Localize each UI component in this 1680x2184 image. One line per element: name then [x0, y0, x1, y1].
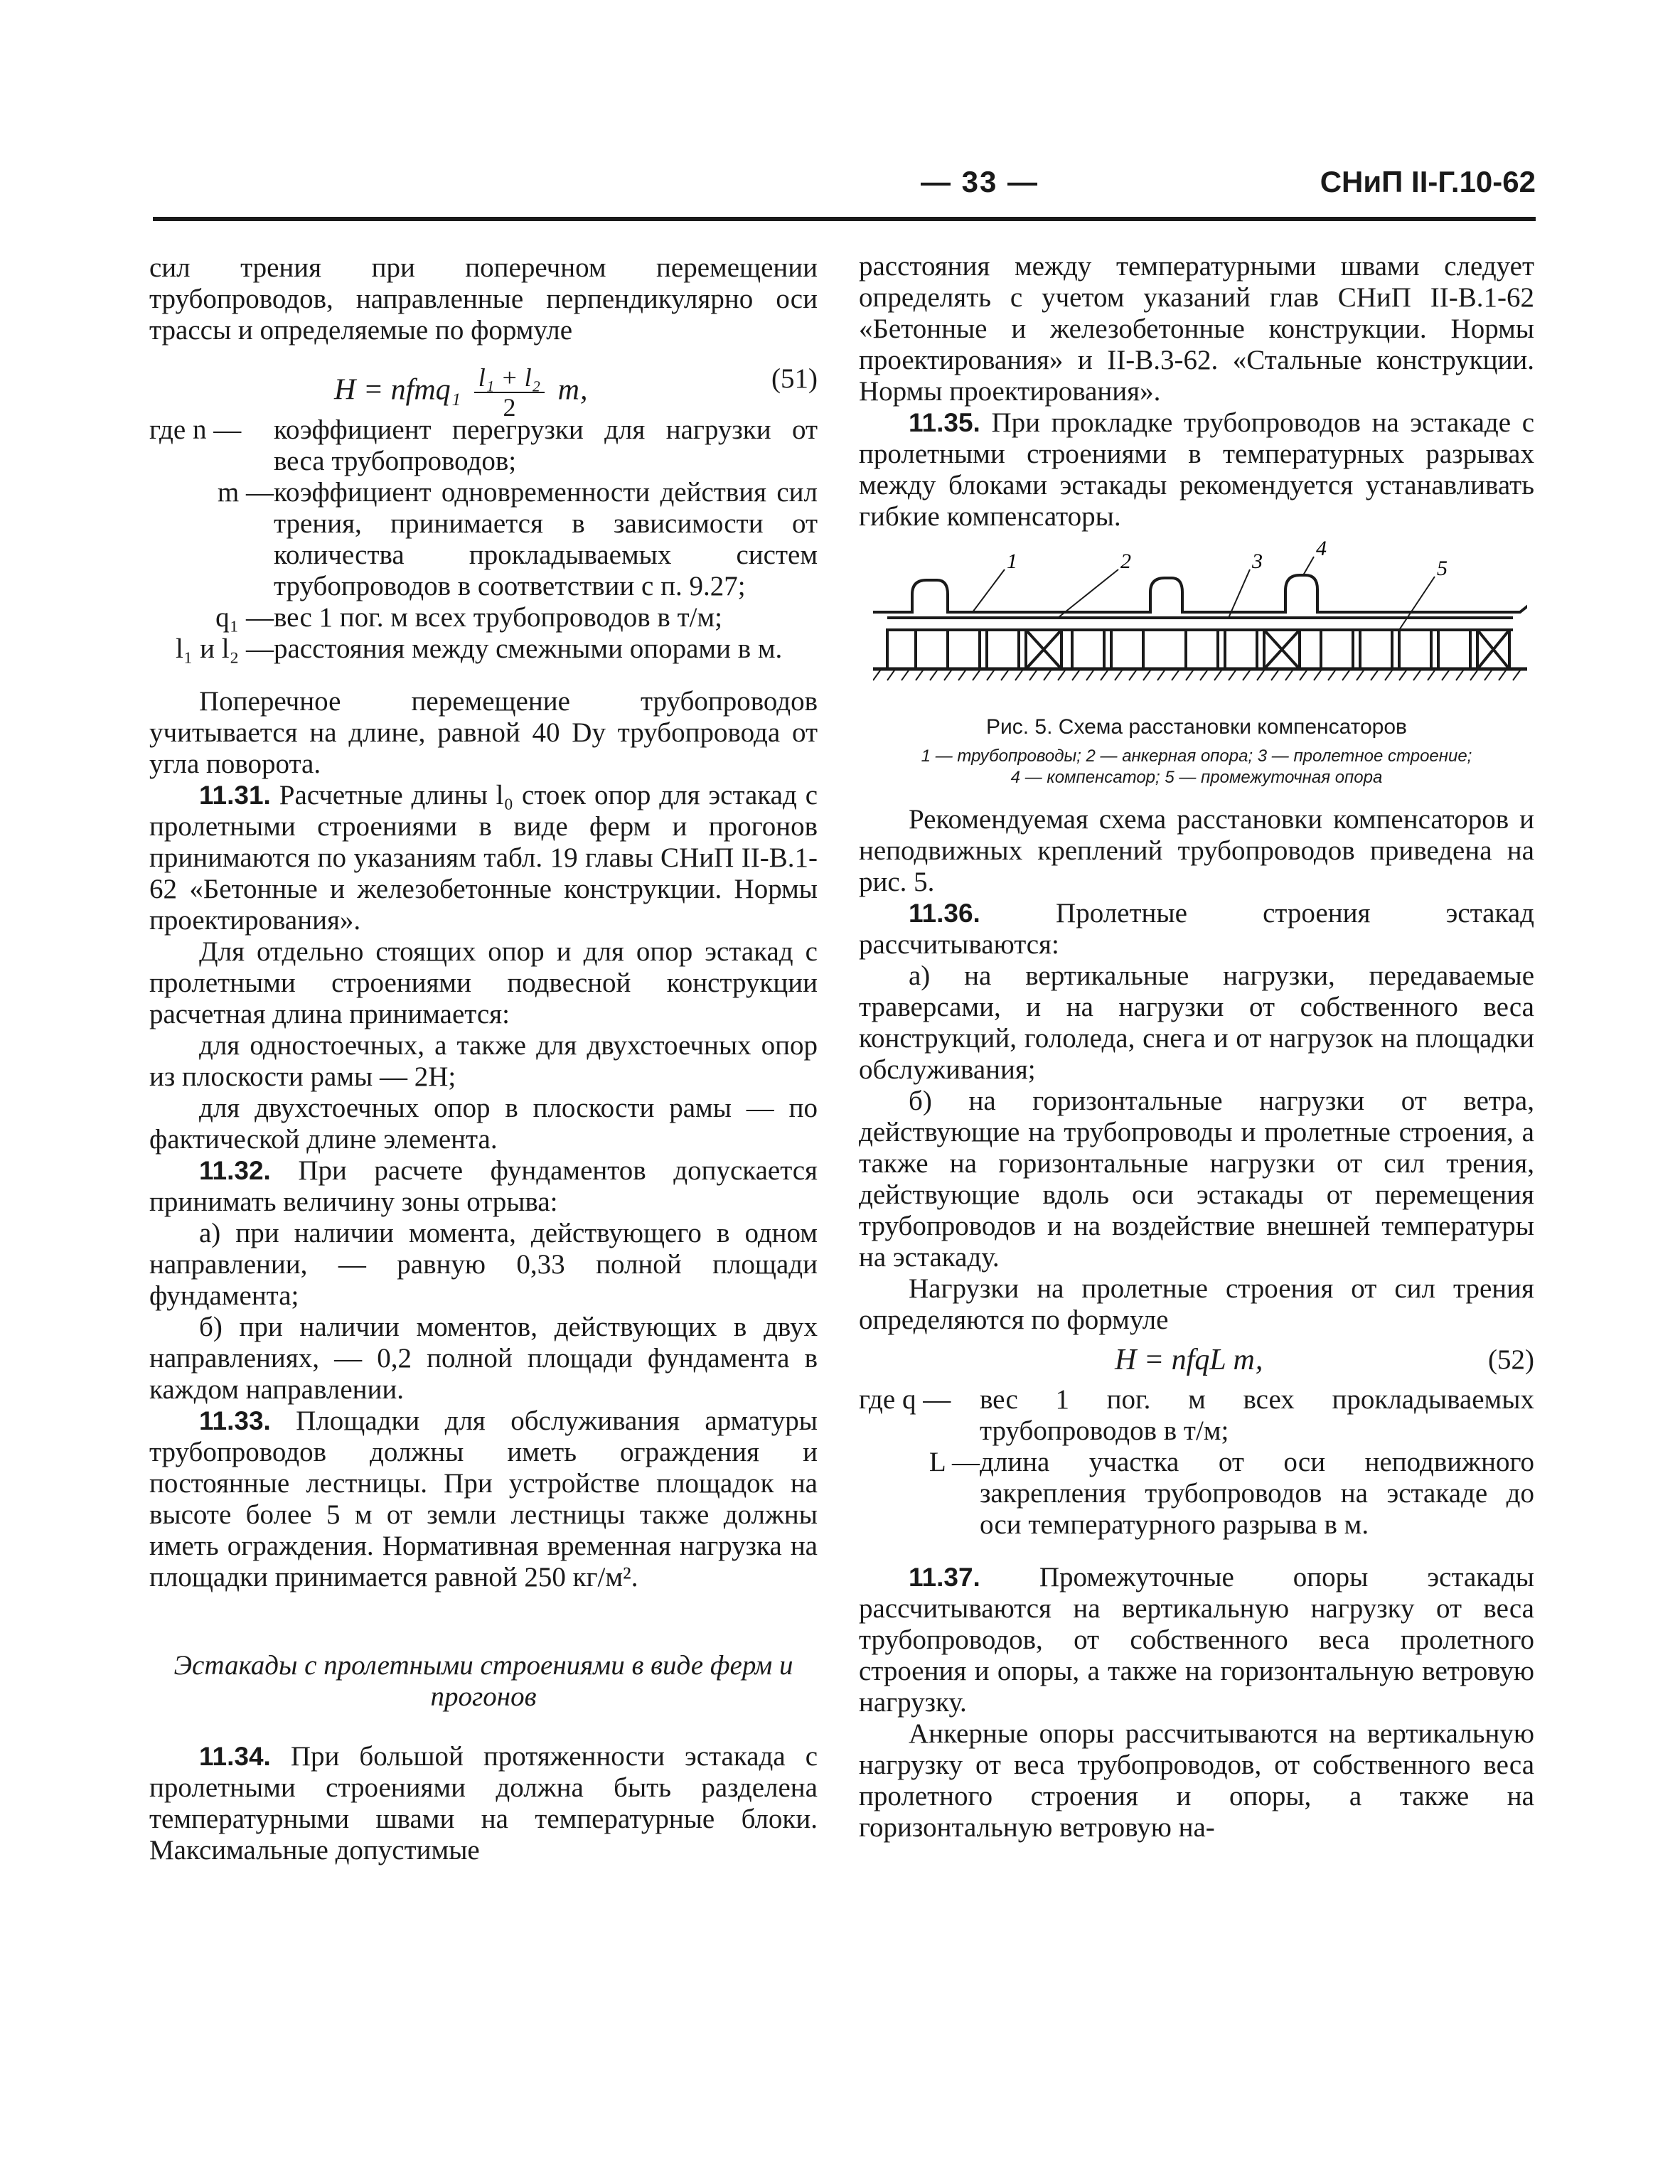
paragraph: сил трения при поперечном перемещении трубопроводов, направленные перпендикулярно оси трассы и определяемые по формуле	[149, 252, 818, 346]
clause-text: Площадки для обслуживания арматуры трубопроводов должны иметь ограждения и постоянные лестницы. При устройстве площадок на высоте более 5 м от земли лестницы также должны иметь ограждения. Нормативная временная нагрузка на площадки принимается равной 250 кг/м².	[149, 1406, 818, 1592]
clause-number: 11.32.	[199, 1156, 271, 1185]
diagram-label-5: 5	[1437, 557, 1448, 580]
paragraph: Поперечное перемещение трубопроводов учитывается на длине, равной 40 Dу трубопровода от угла поворота.	[149, 686, 818, 779]
clause-11-35	[859, 407, 1534, 532]
paragraph: б) при наличии моментов, действующих в двух направлениях, — 0,2 полной площади фундамента в каждом направлении.	[149, 1312, 818, 1405]
definition-symbol: l₁ и l₂ —	[176, 633, 274, 664]
definition-symbol: m —	[217, 477, 274, 508]
diagram-label-4: 4	[1316, 541, 1327, 560]
diagram-label-2: 2	[1120, 550, 1131, 573]
definition-text: коэффициент перегрузки для нагрузки от веса трубопроводов;	[274, 414, 818, 476]
definition-symbol: q₁ —	[215, 602, 274, 633]
clause-number: 11.35.	[909, 408, 980, 437]
clause-text: При расчете фундаментов допускается принимать величину зоны отрыва:	[149, 1155, 818, 1217]
clause-11-34	[149, 1741, 818, 1866]
paragraph: а) на вертикальные нагрузки, передаваемые траверсами, и на нагрузки от собственного веса конструкций, гололеда, снега и от нагрузок на площадки обслуживания;	[859, 960, 1534, 1085]
page-number: — 33 —	[921, 165, 1039, 198]
document-code: СНиП II-Г.10-62	[1320, 165, 1536, 198]
formula-lhs: H = nfmq₁	[334, 373, 461, 407]
formula-number: (52)	[1488, 1344, 1534, 1375]
clause-11-37	[859, 1562, 1534, 1718]
clause-11-32	[149, 1155, 818, 1218]
fraction-denominator: 2	[503, 393, 516, 422]
ground-hatching	[873, 670, 1520, 680]
paragraph: Нагрузки на пролетные строения от сил трения определяются по формуле	[859, 1273, 1534, 1335]
clause-11-33	[149, 1406, 818, 1593]
formula-expression	[334, 363, 588, 422]
formula-expression: H = nfqL т,	[1115, 1344, 1263, 1376]
definition-text: коэффициент одновременности действия сил трения, принимается в зависимости от количества прокладываемых систем трубопроводов в соответствии с п. 9.27;	[274, 477, 818, 601]
figure-title: Рис. 5. Схема расстановки компенсаторов	[985, 715, 1407, 739]
clause-text: При большой протяженности эстакада с пролетными строениями должна быть разделена температурными швами на температурные блоки. Максимальные допустимые	[149, 1741, 818, 1866]
formula-unit: т,	[557, 373, 588, 407]
definition-item	[149, 602, 818, 633]
clause-number: 11.33.	[199, 1406, 271, 1435]
diagram-label-1: 1	[1007, 550, 1017, 573]
clause-text: Промежуточные опоры эстакады рассчитываются на вертикальную нагрузку от веса трубопроводов, от собственного веса пролетного строения и опоры, а также на горизонтальную ветровую нагрузку.	[859, 1562, 1535, 1718]
definitions-list	[149, 414, 818, 665]
fraction-numerator: l₁ + l₂	[474, 363, 545, 393]
figure-legend-line-1: 1 — трубопроводы; 2 — анкерная опора; 3 — пролетное строение;	[921, 746, 1472, 766]
header-rule	[153, 217, 1536, 221]
definition-symbol: где q —	[859, 1384, 951, 1415]
clause-text: Пролетные строения эстакад рассчитываются:	[859, 898, 1534, 960]
clause-11-31	[149, 780, 818, 936]
clause-text: Расчетные длины l₀ стоек опор для эстакад с пролетными строениями в виде ферм и прогонов принимаются по указаниям табл. 19 главы СНиП II-В.1-62 «Бетонные и железобетонные конструкции. Нормы проектирования».	[149, 780, 818, 936]
definition-symbol: где n —	[149, 414, 242, 445]
paragraph: Анкерные опоры рассчитываются на вертикальную нагрузку от веса трубопроводов, от собственного веса пролетного строения и опоры, а также на горизонтальную ветровую на-	[859, 1718, 1534, 1843]
definition-item	[859, 1447, 1534, 1541]
pipeline	[873, 575, 1527, 612]
page-header	[153, 165, 1536, 208]
paragraph: для одностоечных, а также для двухстоечных опор из плоскости рамы — 2H;	[149, 1030, 818, 1092]
left-column	[149, 252, 818, 1866]
paragraph: Рекомендуемая схема расстановки компенсаторов и неподвижных креплений трубопроводов приведена на рис. 5.	[859, 804, 1534, 897]
clause-number: 11.31.	[199, 781, 271, 810]
definition-text: длина участка от оси неподвижного закрепления трубопроводов на эстакаде до оси температурного разрыва в м.	[980, 1447, 1534, 1540]
right-column	[859, 251, 1534, 1843]
definition-text: вес 1 пог. м всех прокладываемых трубопроводов в т/м;	[980, 1384, 1534, 1446]
clause-11-36	[859, 898, 1534, 960]
formula-number: (51)	[771, 363, 818, 394]
definitions-list	[859, 1384, 1534, 1541]
clause-number: 11.34.	[199, 1742, 271, 1771]
definition-text: вес 1 пог. м всех трубопроводов в т/м;	[274, 602, 722, 633]
clause-number: 11.37.	[909, 1563, 980, 1592]
formula-fraction	[474, 363, 545, 422]
paragraph: Для отдельно стоящих опор и для опор эстакад с пролетными строениями подвесной конструкции расчетная длина принимается:	[149, 936, 818, 1029]
paragraph: б) на горизонтальные нагрузки от ветра, действующие на трубопроводы и пролетные строения, а также на горизонтальные нагрузки от сил трения, действующие вдоль оси эстакады от перемещения трубопроводов и на воздействие внешней температуры на эстакаду.	[859, 1086, 1534, 1273]
diagram-label-3: 3	[1252, 550, 1263, 573]
formula-52	[859, 1339, 1534, 1381]
definition-symbol: L —	[929, 1447, 980, 1477]
clause-number: 11.36.	[909, 899, 980, 928]
span-structure	[887, 618, 1513, 630]
figure-5	[859, 541, 1534, 787]
clause-text: При прокладке трубопроводов на эстакаде с пролетными строениями в температурных разрывах между блоками эстакады рекомендуется устанавливать гибкие компенсаторы.	[859, 407, 1535, 532]
definition-item	[859, 1384, 1534, 1447]
figure-caption	[859, 706, 1534, 788]
paragraph: расстояния между температурными швами следует определять с учетом указаний глав СНиП II-В.1-62 «Бетонные и железобетонные конструкции. Нормы проектирования» и II-В.3-62. «Стальные конструкции. Нормы проектирования».	[859, 251, 1534, 407]
paragraph: а) при наличии момента, действующего в одном направлении, — равную 0,33 полной площади фундамента;	[149, 1218, 818, 1311]
section-heading: Эстакады с пролетными строениями в виде ферм и прогонов	[173, 1650, 793, 1712]
definition-item	[149, 477, 818, 602]
compensator-scheme-diagram	[873, 541, 1527, 705]
paragraph: для двухстоечных опор в плоскости рамы — по фактической длине элемента.	[149, 1093, 818, 1155]
definition-item	[149, 414, 818, 477]
figure-legend-line-2: 4 — компенсатор; 5 — промежуточная опора	[1010, 768, 1383, 787]
formula-51	[149, 348, 818, 422]
definition-text: расстояния между смежными опорами в м.	[274, 633, 783, 664]
definition-item	[149, 633, 818, 665]
